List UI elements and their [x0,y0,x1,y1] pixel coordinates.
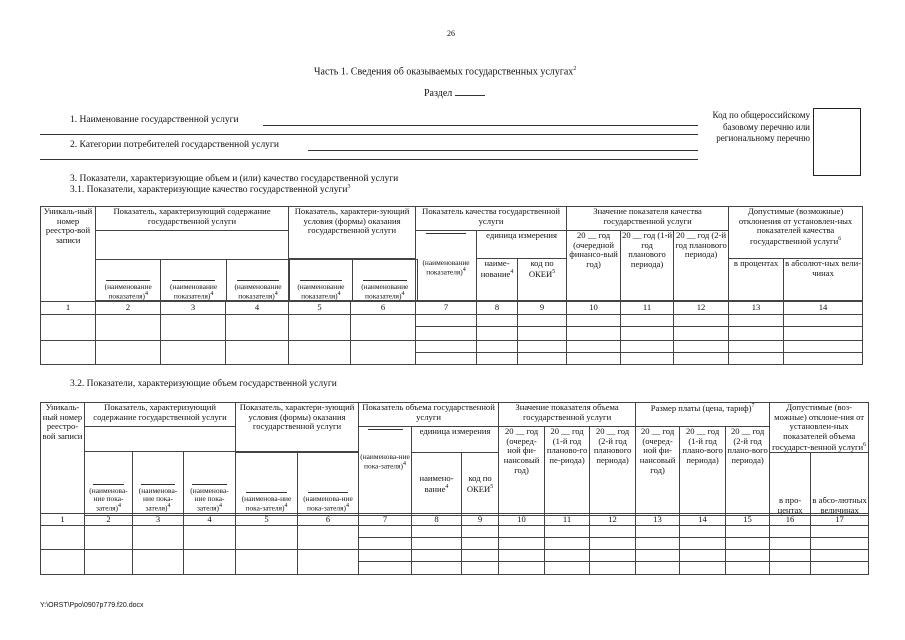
header-price-year-3: 20 __ год (2-й год плано-вого периода) [726,427,770,516]
header-deviation: Допустимые (воз-можные) отклоне-ния от установлен-ных показателей объема государст-венной услуги$^6$ [770,403,869,453]
header-absolute: в абсолют-ных вели-чинах [784,259,863,301]
table-row[interactable] [41,341,863,353]
consumers-line[interactable] [308,150,698,151]
header-year-1: 20 __ год (очеред-ной фи-нансовый год) [499,427,545,516]
header-okei: код по ОКЕИ$^5$ [518,259,567,301]
col-num: 2 [96,302,161,315]
header-year-1: 20 __ год (очередной финансо-вый год) [567,231,621,301]
header-year-2: 20 __ год (1-й год планово-го пе-риода) [545,427,590,516]
col-num: 8 [412,514,462,526]
content-indicator-2: (наименование показателя)$^4$ [161,260,226,302]
header-year-2: 20 __ год (1-й год планового периода) [621,231,674,301]
volume-name-indicator: (наименова-ние пока-зателя)$^4$ [359,453,412,516]
item-3-1-heading: 3.1. Показатели, характеризующие качество государственной услуги$^3$ [70,184,351,196]
col-num: 7 [359,514,412,526]
content-indicator-1: (наименование показателя)$^4$ [96,260,161,302]
header-unique-number: Уникаль-ный номер реестро-вой записи [41,403,85,516]
item-3-2-heading: 3.2. Показатели, характеризующие объем государственной услуги [70,379,337,389]
header-volume-indicator: Показатель объема государственной услуги [359,403,499,427]
col-num: 5 [289,302,351,315]
volume-indicator-names [84,451,359,514]
header-year-3: 20 __ год (2-й год планового периода) [674,231,729,301]
condition-indicator-1: (наименова-ние пока-зателя)$^4$ [236,452,298,514]
header-absolute: в абсо-лютных величинах [811,453,869,516]
page-number: 26 [447,29,455,38]
col-num: 16 [770,514,811,526]
col-num: 11 [545,514,590,526]
header-conditions-indicator: Показатель, характери-зующий условия (формы) оказания государственной услуги [289,207,416,259]
col-num: 7 [416,302,477,315]
header-percent: в процентах [729,259,784,301]
col-num: 13 [729,302,784,315]
col-num: 11 [621,302,674,315]
col-num: 4 [184,514,236,526]
col-num: 8 [477,302,518,315]
header-quality-indicator: Показатель качества государственной услуги [416,207,567,231]
quality-table-body [40,301,863,365]
service-name-line-2[interactable] [40,134,698,135]
content-indicator-3: (наименова-ние пока-зателя)$^4$ [184,452,236,514]
content-indicator-1: (наименова-ние пока-зателя)$^4$ [85,452,133,514]
header-percent: в про-центах [770,453,811,516]
col-num: 10 [567,302,621,315]
col-num: 13 [636,514,680,526]
col-num: 17 [811,514,869,526]
col-num: 1 [41,302,96,315]
header-unique-number: Уникаль-ный номер реестро-вой записи [41,207,96,301]
header-unit-name: наиме-нование$^4$ [477,259,518,301]
service-name-label: 1. Наименование государственной услуги [70,115,239,125]
column-numbers-row [41,302,863,315]
col-num: 1 [41,514,85,526]
header-quality-value: Значение показателя качества государственной услуги [567,207,729,231]
header-volume-value: Значение показателя объема государственной услуги [499,403,636,427]
col-num: 6 [351,302,416,315]
content-indicator-2: (наименова-ние пока-зателя)$^4$ [133,452,184,514]
header-content-indicator: Показатель, характеризующий содержание государственной услуги [96,207,289,231]
header-unit-of-measure: единица измерения [412,427,499,453]
code-label: Код по общероссийскому базовому перечню или региональному перечню [712,110,810,143]
col-num: 4 [226,302,289,315]
table-row[interactable] [41,526,869,538]
col-num: 6 [298,514,359,526]
col-num: 12 [674,302,729,315]
header-conditions-indicator: Показатель, характери-зующий условия (формы) оказания государственной услуги [236,403,359,453]
col-num: 14 [680,514,726,526]
consumers-line-2[interactable] [40,159,698,160]
condition-indicator-2: (наименование показателя)$^4$ [352,260,417,302]
col-num: 15 [726,514,770,526]
header-year-3: 20 __ год (2-й год планового периода) [590,427,636,516]
item-3-heading: 3. Показатели, характеризующие объем и (или) качество государственной услуги [70,174,399,184]
col-num: 2 [85,514,133,526]
table-row[interactable] [41,550,869,562]
header-price-year-1: 20 __ год (очеред-ной фи-нансовый год) [636,427,680,516]
volume-table-body [40,513,869,575]
header-content-indicator: Показатель, характеризующий содержание государственной услуги [85,403,236,427]
part-title: Часть 1. Сведения об оказываемых государственных услугах$^2$ [314,66,577,78]
col-num: 10 [499,514,545,526]
col-num: 3 [161,302,226,315]
col-num: 5 [236,514,298,526]
condition-indicator-1: (наименование показателя)$^4$ [290,260,352,302]
header-unit-name: наимено-вание$^4$ [412,453,462,516]
col-num: 3 [133,514,184,526]
header-okei: код по ОКЕИ$^5$ [462,453,499,516]
header-deviation: Допустимые (возможные) отклонения от установлен-ных показателей качества государственной услуги$^6$ [729,207,863,259]
quality-indicator-names [95,259,418,302]
consumers-label: 2. Категории потребителей государственной услуги [70,140,279,150]
header-price: Размер платы (цена, тариф)$^7$ [636,403,770,427]
file-path-footer: Y:\ORST\Ppo\0907p779.f20.docx [40,602,144,609]
section-label: Раздел [424,88,485,99]
col-num: 12 [590,514,636,526]
col-num: 14 [784,302,863,315]
column-numbers-row [41,514,869,526]
content-indicator-3: (наименование показателя)$^4$ [226,260,289,302]
service-name-line[interactable] [263,125,698,126]
code-box[interactable] [813,108,861,176]
col-num: 9 [462,514,499,526]
header-unit-of-measure: единица измерения [477,231,567,259]
header-price-year-2: 20 __ год (1-й год плано-вого периода) [680,427,726,516]
col-num: 9 [518,302,567,315]
table-row[interactable] [41,315,863,327]
condition-indicator-2: (наименова-ние пока-зателя)$^4$ [298,452,359,514]
quality-name-indicator: (наименование показателя)$^4$ [416,259,477,301]
